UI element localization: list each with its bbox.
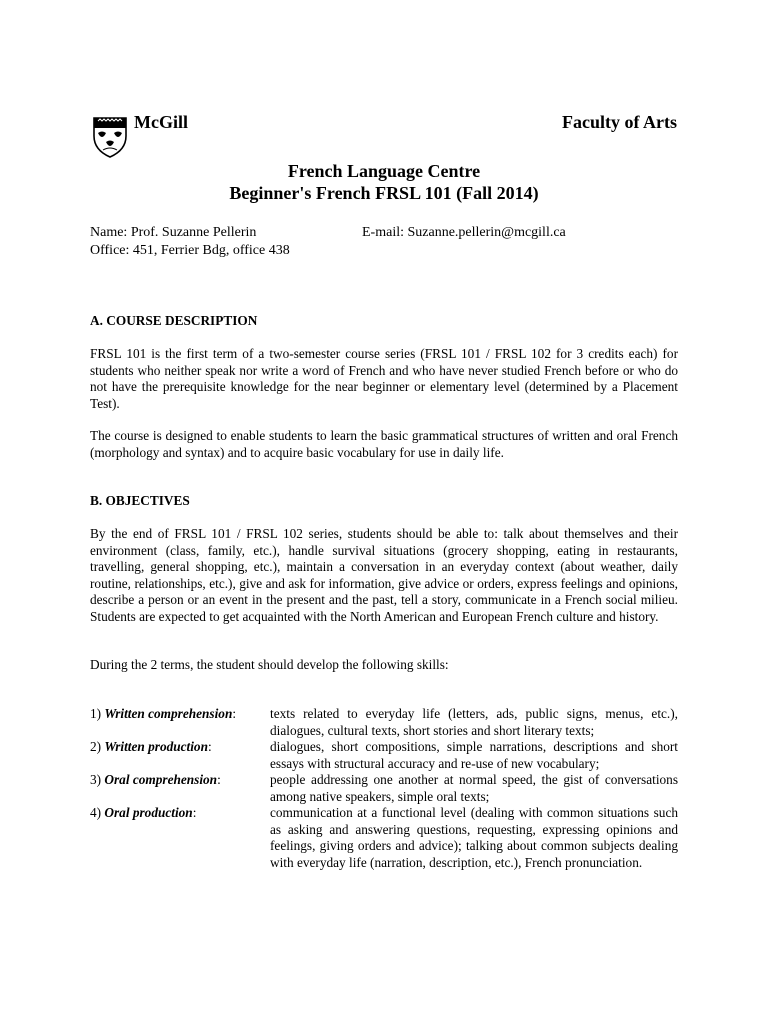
skills-intro-paragraph: During the 2 terms, the student should develop the following skills:: [90, 657, 449, 672]
objectives-paragraph: By the end of FRSL 101 / FRSL 102 series, students should be able to: talk about themselves and their environment (class, family, etc.), handle survival situations (grocery shopping, eating in restaurants, travelling, general shopping, etc.), maintain a conversation in an everyday context (about weather, daily routine, relationships, etc.), give and ask for information, give advice or orders, express feelings and opinions, describe a person or an event in the present and the past, tell a story, communicate in a French social milieu. Students are expected to get acquainted with the North American and European French culture and history.: [90, 526, 678, 624]
office-location: Office: 451, Ferrier Bdg, office 438: [90, 243, 290, 258]
skill-name: Written comprehension: [104, 706, 233, 721]
skill-colon: :: [217, 772, 221, 787]
section-heading-objectives: B. OBJECTIVES: [90, 493, 190, 508]
skill-label-oral-comprehension: [90, 772, 221, 789]
mcgill-crest-logo: [92, 112, 128, 158]
skill-label-written-comprehension: [90, 706, 236, 723]
skill-name: Oral comprehension: [104, 772, 218, 787]
skill-label-written-production: [90, 739, 212, 756]
course-description-paragraph: FRSL 101 is the first term of a two-semester course series (FRSL 101 / FRSL 102 for 3 credits each) for students who neither speak nor write a word of French and who have never studied French before or who do not have the prerequisite knowledge for the near beginner or elementary level (determined by a Placement Test).: [90, 346, 678, 411]
skill-label-oral-production: [90, 805, 196, 822]
skill-text-written-comprehension: texts related to everyday life (letters, ads, public signs, menus, etc.), dialogues, cultural texts, short stories and short literary texts;: [270, 706, 678, 738]
brand-name: McGill: [134, 112, 188, 132]
skill-colon: :: [192, 805, 197, 820]
course-design-paragraph: The course is designed to enable students to learn the basic grammatical structures of written and oral French (morphology and syntax) and to acquire basic vocabulary for use in daily life.: [90, 428, 678, 460]
skill-colon: :: [207, 739, 212, 754]
skill-number: 4): [90, 805, 105, 820]
skill-number: 3): [90, 772, 105, 787]
email-address: E-mail: Suzanne.pellerin@mcgill.ca: [362, 225, 566, 240]
skill-colon: :: [232, 706, 237, 721]
faculty-name: Faculty of Arts: [562, 112, 677, 132]
skill-name: Oral production: [104, 805, 193, 820]
skill-name: Written production: [104, 739, 208, 754]
skill-text-oral-comprehension: people addressing one another at normal speed, the gist of conversations among native speakers, simple oral texts;: [270, 772, 678, 804]
skill-text-oral-production: communication at a functional level (dealing with common situations such as asking and answering questions, requesting, expressing opinions and feelings, giving orders and advice); talking about common subjects dealing with everyday life (narration, description, etc.), French pronunciation.: [270, 805, 678, 870]
section-heading-course-description: A. COURSE DESCRIPTION: [90, 313, 258, 328]
skill-text-written-production: dialogues, short compositions, simple narrations, descriptions and short essays with structural accuracy and re-use of new vocabulary;: [270, 739, 678, 771]
skill-number: 1): [90, 706, 105, 721]
instructor-name: Name: Prof. Suzanne Pellerin: [90, 225, 257, 240]
skill-number: 2): [90, 739, 105, 754]
course-title: Beginner's French FRSL 101 (Fall 2014): [229, 183, 539, 203]
document-title: French Language Centre: [287, 161, 481, 181]
